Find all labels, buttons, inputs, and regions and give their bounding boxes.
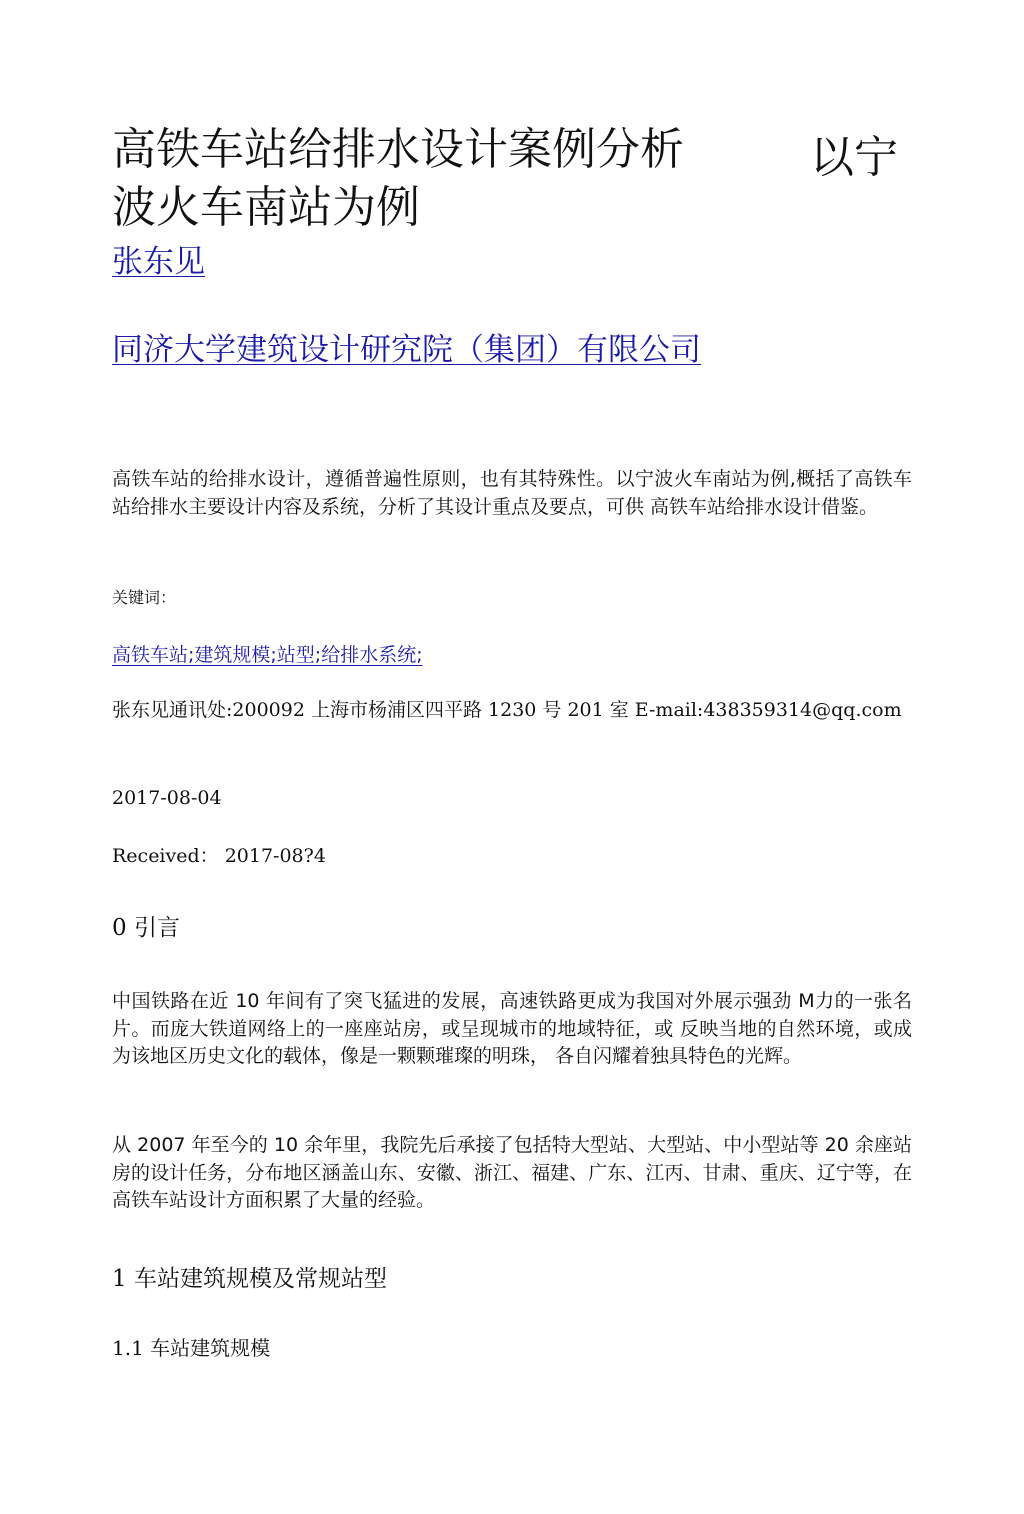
received-date: Received： 2017-08?4 [112,845,326,867]
abstract-text: 高铁车站的给排水设计，遵循普遍性原则，也有其特殊性。以宁波火车南站为例,概括了高铁车站给排水主要设计内容及系统，分析了其设计重点及要点，可供 高铁车站给排水设计借鉴。 [112,468,912,518]
keywords-label: 关键词： [112,588,177,607]
intro-paragraph-2: 从 2007 年至今的 10 余年里，我院先后承接了包括特大型站、大型站、中小型站等 20 余座站房的设计任务，分布地区涵盖山东、安徽、浙江、福建、广东、江丙、甘肃、重庆、辽宁等，在高铁车站设计方面积累了大量的经验。 [112,1134,912,1211]
document-title [112,121,912,237]
title-main: 高铁车站给排水设计案例分析 [112,124,684,176]
keywords-link[interactable]: 高铁车站;建筑规模;站型;给排水系统; [112,644,423,666]
title-continuation: 以宁 [810,132,898,184]
title-line-2: 波火车南站为例 [112,182,420,234]
affiliation-link[interactable]: 同济大学建筑设计研究院（集团）有限公司 [112,332,701,368]
contact-info: 张东见通讯处:200092 上海市杨浦区四平路 1230 号 201 室 E-mail:438359314@qq.com [112,699,902,721]
author-link[interactable]: 张东见 [112,244,205,280]
section-heading-intro: 0 引言 [112,915,180,941]
intro-paragraph-1: 中国铁路在近 10 年间有了突飞猛进的发展，高速铁路更成为我国对外展示强劲 M力的一张名片。而庞大铁道网络上的一座座站房，或呈现城市的地域特征，或 反映当地的自然环境，或成为该地区历史文化的载体，像是一颗颗璀璨的明珠， 各自闪耀着独具特色的光辉。 [112,990,912,1067]
publish-date: 2017-08-04 [112,787,222,809]
title-line-1 [112,121,912,184]
section-heading-1-1: 1.1 车站建筑规模 [112,1336,271,1360]
section-heading-1: 1 车站建筑规模及常规站型 [112,1266,387,1292]
